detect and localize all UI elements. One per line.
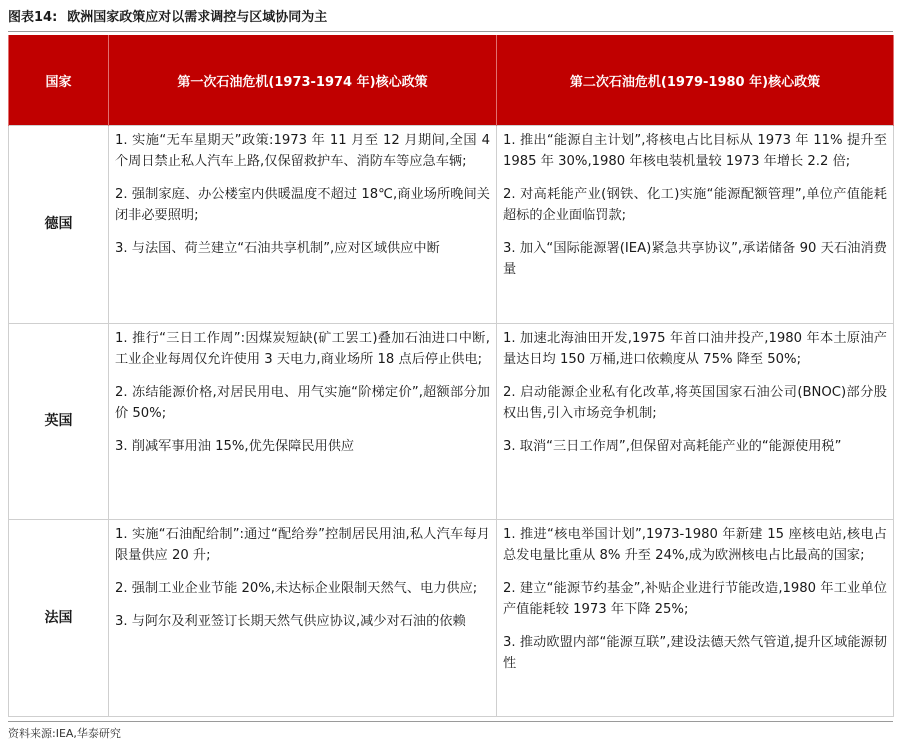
policy-item: 3. 推动欧盟内部“能源互联”,建设法德天然气管道,提升区域能源韧性	[503, 635, 887, 671]
policy-item: 3. 与阿尔及利亚签订长期天然气供应协议,减少对石油的依赖	[115, 614, 466, 629]
header-country: 国家	[9, 35, 109, 126]
policy-item: 2. 建立“能源节约基金”,补贴企业进行节能改造,1980 年工业单位产值能耗较 1973 年下降 25%;	[503, 581, 887, 617]
policy-item: 2. 冻结能源价格,对居民用电、用气实施“阶梯定价”,超额部分加价 50%;	[115, 385, 490, 421]
policy-item: 1. 推出“能源自主计划”,将核电占比目标从 1973 年 11% 提升至 1985 年 30%,1980 年核电装机量较 1973 年增长 2.2 倍;	[503, 133, 887, 169]
policy-item: 2. 对高耗能产业(钢铁、化工)实施“能源配额管理”,单位产值能耗超标的企业面临罚款;	[503, 187, 887, 223]
policy-item: 3. 与法国、荷兰建立“石油共享机制”,应对区域供应中断	[115, 241, 440, 256]
country-cell: 法国	[9, 520, 109, 717]
policy-item: 2. 强制家庭、办公楼室内供暖温度不超过 18℃,商业场所晚间关闭非必要照明;	[115, 187, 490, 223]
figure-title: 欧洲国家政策应对以需求调控与区域协同为主	[67, 10, 328, 25]
policy-item: 1. 实施“石油配给制”:通过“配给券”控制居民用油,私人汽车每月限量供应 20 升;	[115, 527, 490, 563]
header-first-crisis: 第一次石油危机(1973-1974 年)核心政策	[109, 35, 497, 126]
policy-item: 3. 加入“国际能源署(IEA)紧急共享协议”,承诺储备 90 天石油消费量	[503, 241, 887, 277]
policy-item: 2. 强制工业企业节能 20%,未达标企业限制天然气、电力供应;	[115, 581, 478, 596]
table-row	[9, 324, 894, 520]
second-crisis-cell	[497, 126, 894, 324]
country-cell: 德国	[9, 126, 109, 324]
table-row	[9, 126, 894, 324]
policy-item: 1. 推进“核电举国计划”,1973-1980 年新建 15 座核电站,核电占总发电量比重从 8% 升至 24%,成为欧洲核电占比最高的国家;	[503, 527, 887, 563]
figure-caption	[8, 6, 893, 30]
second-crisis-cell	[497, 324, 894, 520]
table-row	[9, 520, 894, 717]
policy-item: 2. 启动能源企业私有化改革,将英国国家石油公司(BNOC)部分股权出售,引入市场竞争机制;	[503, 385, 887, 421]
policy-item: 3. 削减军事用油 15%,优先保障民用供应	[115, 439, 355, 454]
policy-table	[8, 35, 894, 717]
header-row	[9, 35, 894, 126]
policy-item: 1. 推行“三日工作周”:因煤炭短缺(矿工罢工)叠加石油进口中断,工业企业每周仅允许使用 3 天电力,商业场所 18 点后停止供电;	[115, 331, 490, 367]
figure-label: 图表14:	[8, 10, 58, 25]
first-crisis-cell	[109, 126, 497, 324]
second-crisis-cell	[497, 520, 894, 717]
header-second-crisis: 第二次石油危机(1979-1980 年)核心政策	[497, 35, 894, 126]
policy-item: 1. 实施“无车星期天”政策:1973 年 11 月至 12 月期间,全国 4 个周日禁止私人汽车上路,仅保留救护车、消防车等应急车辆;	[115, 133, 490, 169]
bottom-rule	[8, 721, 893, 722]
source-note: 资料来源:IEA,华泰研究	[8, 727, 121, 740]
policy-item: 3. 取消“三日工作周”,但保留对高耗能产业的“能源使用税”	[503, 439, 842, 454]
country-cell: 英国	[9, 324, 109, 520]
first-crisis-cell	[109, 520, 497, 717]
top-rule	[8, 31, 893, 32]
first-crisis-cell	[109, 324, 497, 520]
policy-item: 1. 加速北海油田开发,1975 年首口油井投产,1980 年本土原油产量达日均 150 万桶,进口依赖度从 75% 降至 50%;	[503, 331, 887, 367]
